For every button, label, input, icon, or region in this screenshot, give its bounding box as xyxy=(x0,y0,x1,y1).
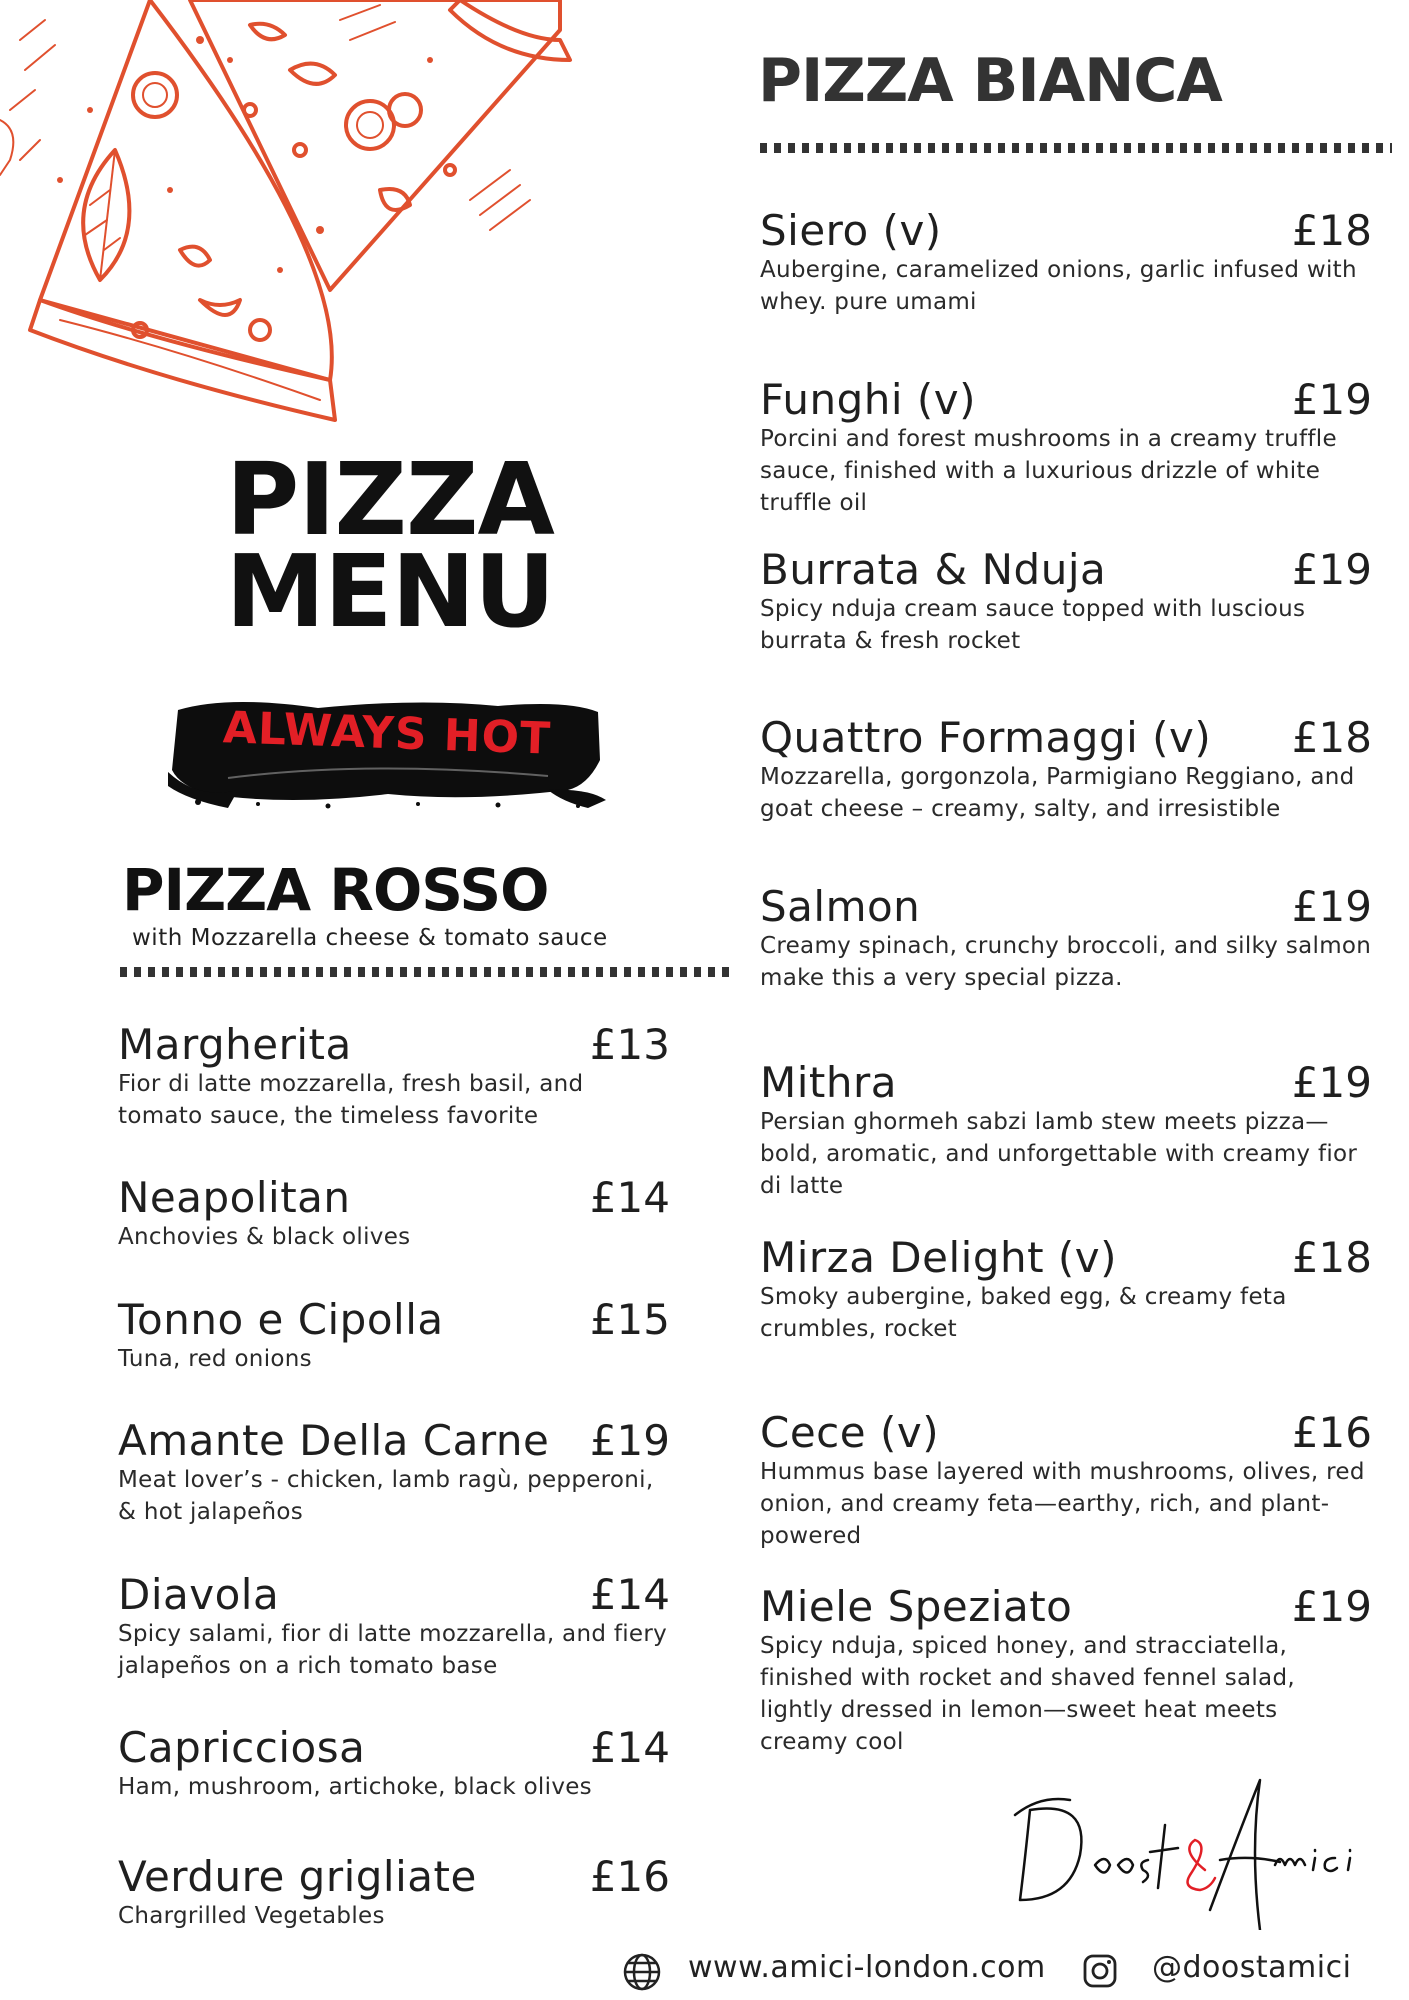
item-description: Aubergine, caramelized onions, garlic infused with whey. pure umami xyxy=(760,257,1357,315)
menu-item xyxy=(118,1173,670,1253)
item-price: £16 xyxy=(589,1852,670,1901)
section-subtitle-pizza-rosso: with Mozzarella cheese & tomato sauce xyxy=(132,925,608,951)
item-name: Siero (v) xyxy=(760,206,942,255)
menu-item xyxy=(118,1570,670,1682)
item-name: Burrata & Nduja xyxy=(760,545,1107,594)
website-link[interactable]: www.amici-london.com xyxy=(688,1950,1046,1985)
item-description: Meat lover’s - chicken, lamb ragù, pepperoni, & hot jalapeños xyxy=(118,1467,654,1525)
menu-item xyxy=(118,1020,670,1132)
item-price: £13 xyxy=(589,1020,670,1069)
section-title-pizza-rosso: PIZZA ROSSO xyxy=(122,856,549,924)
menu-item xyxy=(760,1233,1372,1345)
item-price: £16 xyxy=(1291,1408,1372,1457)
item-name: Capricciosa xyxy=(118,1723,366,1772)
menu-title-line2: MENU xyxy=(225,533,555,650)
item-name: Funghi (v) xyxy=(760,375,977,424)
item-description: Smoky aubergine, baked egg, & creamy feta crumbles, rocket xyxy=(760,1284,1287,1342)
instagram-handle-link[interactable]: @doostamici xyxy=(1152,1950,1352,1985)
instagram-icon xyxy=(1083,1954,1117,1988)
item-price: £19 xyxy=(1291,1582,1372,1631)
item-name: Neapolitan xyxy=(118,1173,351,1222)
pizza-slices-illustration xyxy=(0,0,580,440)
item-description: Fior di latte mozzarella, fresh basil, and tomato sauce, the timeless favorite xyxy=(118,1071,584,1129)
item-price: £18 xyxy=(1291,1233,1372,1282)
item-name: Mithra xyxy=(760,1058,897,1107)
menu-item xyxy=(760,713,1372,825)
item-name: Margherita xyxy=(118,1020,352,1069)
item-description: Tuna, red onions xyxy=(118,1346,312,1372)
item-name: Mirza Delight (v) xyxy=(760,1233,1118,1282)
menu-item xyxy=(760,1408,1372,1552)
item-name: Tonno e Cipolla xyxy=(118,1295,444,1344)
item-description: Spicy nduja cream sauce topped with luscious burrata & fresh rocket xyxy=(760,596,1306,654)
item-price: £19 xyxy=(1291,1058,1372,1107)
menu-item xyxy=(760,206,1372,318)
menu-item xyxy=(760,545,1372,657)
always-hot-banner: ALWAYS HOT xyxy=(222,702,552,765)
item-description: Persian ghormeh sabzi lamb stew meets pizza—bold, aromatic, and unforgettable with creamy fior di latte xyxy=(760,1109,1358,1199)
item-price: £14 xyxy=(589,1723,670,1772)
item-name: Verdure grigliate xyxy=(118,1852,477,1901)
item-name: Cece (v) xyxy=(760,1408,940,1457)
item-price: £18 xyxy=(1291,713,1372,762)
item-name: Quattro Formaggi (v) xyxy=(760,713,1212,762)
item-name: Miele Speziato xyxy=(760,1582,1073,1631)
menu-item xyxy=(118,1852,670,1932)
item-description: Hummus base layered with mushrooms, olives, red onion, and creamy feta—earthy, rich, and plant-powered xyxy=(760,1459,1365,1549)
item-price: £19 xyxy=(1291,882,1372,931)
item-name: Amante Della Carne xyxy=(118,1416,550,1465)
item-description: Creamy spinach, crunchy broccoli, and silky salmon make this a very special pizza. xyxy=(760,933,1372,991)
item-name: Salmon xyxy=(760,882,921,931)
menu-item xyxy=(118,1723,670,1803)
dotted-divider-left xyxy=(120,967,732,977)
item-description: Spicy salami, fior di latte mozzarella, and fiery jalapeños on a rich tomato base xyxy=(118,1621,668,1679)
item-description: Anchovies & black olives xyxy=(118,1224,411,1250)
item-price: £15 xyxy=(589,1295,670,1344)
item-description: Ham, mushroom, artichoke, black olives xyxy=(118,1774,592,1800)
menu-item xyxy=(760,882,1372,994)
menu-item xyxy=(760,1582,1372,1758)
menu-title-line1: PIZZA xyxy=(226,441,554,558)
item-description: Mozzarella, gorgonzola, Parmigiano Reggiano, and goat cheese – creamy, salty, and irresistible xyxy=(760,764,1355,822)
item-name: Diavola xyxy=(118,1570,280,1619)
item-price: £19 xyxy=(1291,545,1372,594)
section-title-pizza-bianca: PIZZA BIANCA xyxy=(758,46,1222,116)
item-price: £14 xyxy=(589,1173,670,1222)
menu-item xyxy=(760,1058,1372,1202)
item-description: Porcini and forest mushrooms in a creamy truffle sauce, finished with a luxurious drizzle of white truffle oil xyxy=(760,426,1337,516)
item-description: Chargrilled Vegetables xyxy=(118,1903,385,1929)
item-price: £14 xyxy=(589,1570,670,1619)
globe-icon xyxy=(622,1952,662,1992)
dotted-divider-right xyxy=(760,143,1392,153)
menu-item xyxy=(118,1295,670,1375)
item-price: £18 xyxy=(1291,206,1372,255)
item-description: Spicy nduja, spiced honey, and stracciatella, finished with rocket and shaved fennel salad, lightly dressed in lemon—sweet heat meets creamy cool xyxy=(760,1633,1295,1755)
menu-item xyxy=(760,375,1372,519)
doost-amici-signature-logo xyxy=(1010,1770,1370,1930)
item-price: £19 xyxy=(1291,375,1372,424)
menu-item xyxy=(118,1416,670,1528)
item-price: £19 xyxy=(589,1416,670,1465)
